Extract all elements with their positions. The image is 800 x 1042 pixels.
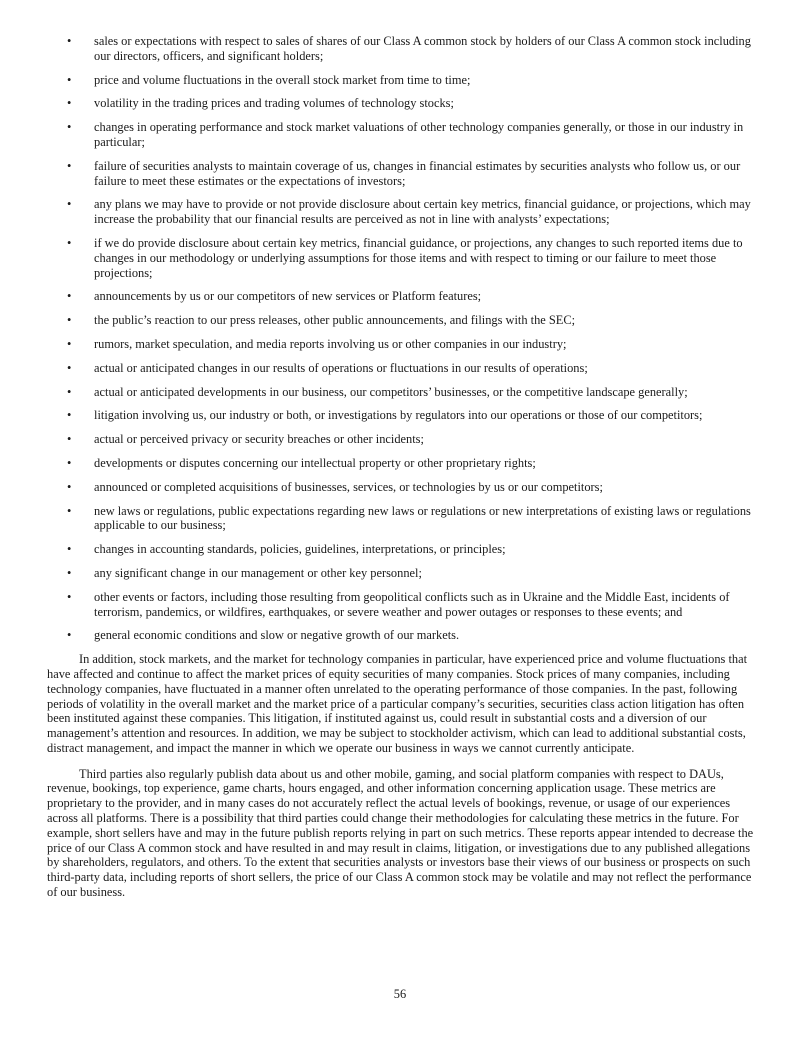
bullet-icon: •	[67, 34, 72, 48]
list-item-text: announcements by us or our competitors of new services or Platform features;	[94, 289, 482, 304]
bullet-icon: •	[67, 455, 72, 470]
list-item	[47, 96, 757, 111]
list-item-text: developments or disputes concerning our intellectual property or other proprietary rights;	[94, 455, 536, 470]
list-item-text: volatility in the trading prices and trading volumes of technology stocks;	[94, 96, 454, 111]
list-item-text: changes in accounting standards, policies, guidelines, interpretations, or principles;	[94, 542, 506, 557]
list-item	[47, 313, 757, 328]
list-item-text: actual or anticipated changes in our results of operations or fluctuations in our results of operations;	[94, 360, 588, 375]
list-item	[47, 337, 757, 352]
bullet-icon: •	[67, 565, 72, 580]
list-item	[47, 590, 757, 620]
list-item	[47, 236, 757, 280]
list-item	[47, 289, 757, 304]
list-item-text: general economic conditions and slow or negative growth of our markets.	[94, 628, 460, 643]
bullet-icon: •	[67, 384, 72, 399]
list-item	[47, 456, 757, 471]
list-item-text: price and volume fluctuations in the overall stock market from time to time;	[94, 72, 471, 87]
list-item	[47, 73, 757, 88]
list-item	[47, 159, 757, 189]
list-item	[47, 542, 757, 557]
list-item-text: other events or factors, including those resulting from geopolitical conflicts such as in Ukraine and the Middle East, incidents of terrorism, pandemics, or wildfires, earthquakes, or severe weather and power outages or responses to these events; and	[94, 589, 730, 619]
bullet-icon: •	[67, 479, 72, 494]
list-item-text: new laws or regulations, public expectations regarding new laws or regulations or new interpretations of existing laws or regulations applicable to our business;	[94, 503, 751, 533]
list-item-text: any plans we may have to provide or not provide disclosure about certain key metrics, financial guidance, or projections, which may increase the probability that our financial results are perceived as not in line with analysts’ expectations;	[94, 197, 751, 227]
body-paragraph: Third parties also regularly publish data about us and other mobile, gaming, and social platform companies with respect to DAUs, revenue, bookings, top experience, game charts, hours engaged, and other information concerning application usage. These metrics are proprietary to the provider, and in many cases do not accurately reflect the actual levels of bookings, revenue, or usage of our experiences across all platforms. There is a possibility that third parties could change their methodologies for calculating these metrics in the future. For example, short sellers have and may in the future publish reports relying in part on such metrics. These reports appear intended to decrease the price of our Class A common stock and have resulted in and may result in claims, litigation, or investigations due to any published allegations by shareholders, regulators, and others. To the extent that securities analysts or investors base their views of our business or prospects on such third-party data, including reports of short sellers, the price of our Class A common stock may be volatile and may not reflect the performance of our business.	[47, 766, 754, 900]
list-item-text: changes in operating performance and stock market valuations of other technology companies generally, or those in our industry in particular;	[94, 120, 744, 149]
bullet-icon: •	[67, 235, 72, 250]
list-item-text: rumors, market speculation, and media reports involving us or other companies in our industry;	[94, 336, 567, 351]
document-page	[47, 34, 757, 911]
list-item-text: sales or expectations with respect to sales of shares of our Class A common stock by holders of our Class A common stock including our directors, officers, and significant holders;	[94, 34, 751, 63]
bullet-icon: •	[67, 336, 72, 351]
list-item-text: if we do provide disclosure about certain key metrics, financial guidance, or projections, any changes to such reported items due to changes in our methodology or underlying assumptions for those items and with respect to timing or our failure to meet those projections;	[94, 235, 743, 280]
bullet-icon: •	[67, 158, 72, 173]
bullet-icon: •	[67, 432, 72, 447]
bullet-icon: •	[67, 360, 72, 375]
risk-factor-list	[47, 34, 757, 643]
list-item	[47, 628, 757, 643]
bullet-icon: •	[67, 542, 72, 557]
list-item-text: actual or anticipated developments in our business, our competitors’ businesses, or the competitive landscape generally;	[94, 384, 688, 399]
list-item	[47, 385, 757, 400]
bullet-icon: •	[67, 408, 72, 423]
list-item-text: actual or perceived privacy or security breaches or other incidents;	[94, 432, 424, 447]
list-item	[47, 566, 757, 581]
page-number: 56	[393, 987, 407, 1001]
bullet-icon: •	[67, 589, 72, 604]
list-item	[47, 34, 757, 64]
body-paragraph: In addition, stock markets, and the market for technology companies in particular, have experienced price and volume fluctuations that have affected and continue to affect the market prices of equity securities of many companies. Stock prices of many companies, including technology companies, have fluctuated in a manner often unrelated to the operating performance of those companies. In the past, following periods of volatility in the overall market and the market price of a particular company’s securities, securities class action litigation has often been instituted against these companies. This litigation, if instituted against us, could result in substantial costs and a diversion of our management’s attention and resources. In addition, we may be subject to stockholder activism, which can lead to additional substantial costs, distract management, and impact the manner in which we operate our business in ways we cannot currently anticipate.	[47, 652, 748, 755]
bullet-icon: •	[67, 628, 72, 643]
bullet-icon: •	[67, 197, 72, 212]
list-item	[47, 197, 757, 227]
bullet-icon: •	[67, 72, 72, 87]
bullet-icon: •	[67, 96, 72, 111]
list-item	[47, 361, 757, 376]
list-item-text: failure of securities analysts to maintain coverage of us, changes in financial estimates by securities analysts who follow us, or our failure to meet these estimates or the expectations of investors;	[94, 158, 741, 188]
list-item	[47, 432, 757, 447]
list-item	[47, 120, 757, 150]
list-item	[47, 480, 757, 495]
list-item	[47, 504, 757, 534]
bullet-icon: •	[67, 503, 72, 518]
bullet-icon: •	[67, 120, 72, 135]
bullet-icon: •	[67, 313, 72, 328]
bullet-icon: •	[67, 289, 72, 304]
list-item-text: any significant change in our management or other key personnel;	[94, 565, 422, 580]
list-item-text: litigation involving us, our industry or both, or investigations by regulators into our operations or those of our competitors;	[94, 408, 703, 423]
list-item	[47, 408, 757, 423]
list-item-text: the public’s reaction to our press releases, other public announcements, and filings with the SEC;	[94, 313, 576, 328]
list-item-text: announced or completed acquisitions of businesses, services, or technologies by us or our competitors;	[94, 479, 603, 494]
